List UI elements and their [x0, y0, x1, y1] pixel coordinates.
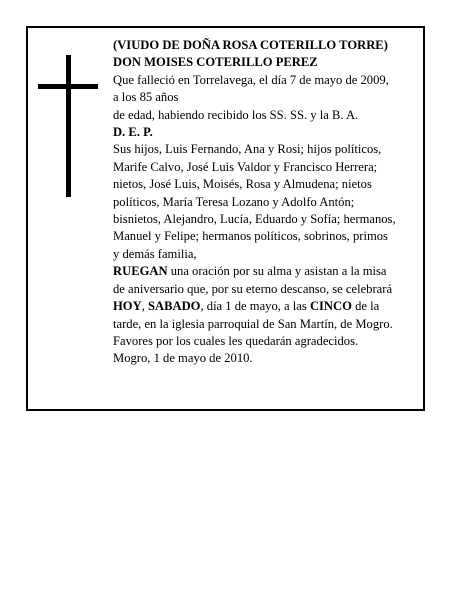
- cross-icon-horizontal-bar: [38, 84, 98, 89]
- request-line-2: de aniversario que, por su eterno descanso, se celebrará: [113, 281, 393, 296]
- family-line: nietos, José Luis, Moisés, Rosa y Almudena; nietos: [113, 177, 372, 192]
- family-line: políticos, María Teresa Lozano y Adolfo Antón;: [113, 194, 355, 209]
- widower-heading: (VIUDO DE DOÑA ROSA COTERILLO TORRE): [113, 38, 388, 52]
- request-line-3-mid: , día 1 de mayo, a las: [200, 299, 310, 314]
- request-line-3: [113, 298, 423, 315]
- hoy-word: HOY: [113, 299, 142, 314]
- request-line-1-rest: una oración por su alma y asistan a la misa: [167, 264, 387, 279]
- sabado-word: SABADO: [147, 299, 201, 314]
- death-line-2: a los 85 años: [113, 90, 179, 105]
- request-line-1: [113, 263, 423, 280]
- request-line-5: Favores por los cuales les quedarán agradecidos.: [113, 333, 359, 348]
- request-line-3-end: de la: [351, 299, 380, 314]
- deceased-name: DON MOISES COTERILLO PEREZ: [113, 55, 318, 70]
- request-comma: ,: [141, 299, 148, 314]
- ruegan-word: RUEGAN: [113, 264, 168, 279]
- cross-icon-vertical-bar: [66, 55, 71, 197]
- family-line: bisnietos, Alejandro, Lucía, Eduardo y Sofía; hermanos,: [113, 212, 396, 227]
- request-line-4: tarde, en la iglesia parroquial de San Martín, de Mogro.: [113, 316, 393, 331]
- death-line-3: de edad, habiendo recibido los SS. SS. y la B. A.: [113, 107, 359, 122]
- family-line: Sus hijos, Luis Fernando, Ana y Rosi; hijos políticos,: [113, 142, 382, 157]
- family-line: Manuel y Felipe; hermanos políticos, sobrinos, primos: [113, 229, 388, 244]
- family-line: y demás familia,: [113, 246, 197, 261]
- family-line: Marife Calvo, José Luis Valdor y Francisco Herrera;: [113, 159, 378, 174]
- date-place-line: Mogro, 1 de mayo de 2010.: [113, 351, 253, 366]
- cinco-word: CINCO: [309, 299, 352, 314]
- obituary-text: [113, 37, 423, 368]
- death-line-1: Que falleció en Torrelavega, el día 7 de mayo de 2009,: [113, 72, 389, 87]
- dep-line: D. E. P.: [113, 125, 153, 140]
